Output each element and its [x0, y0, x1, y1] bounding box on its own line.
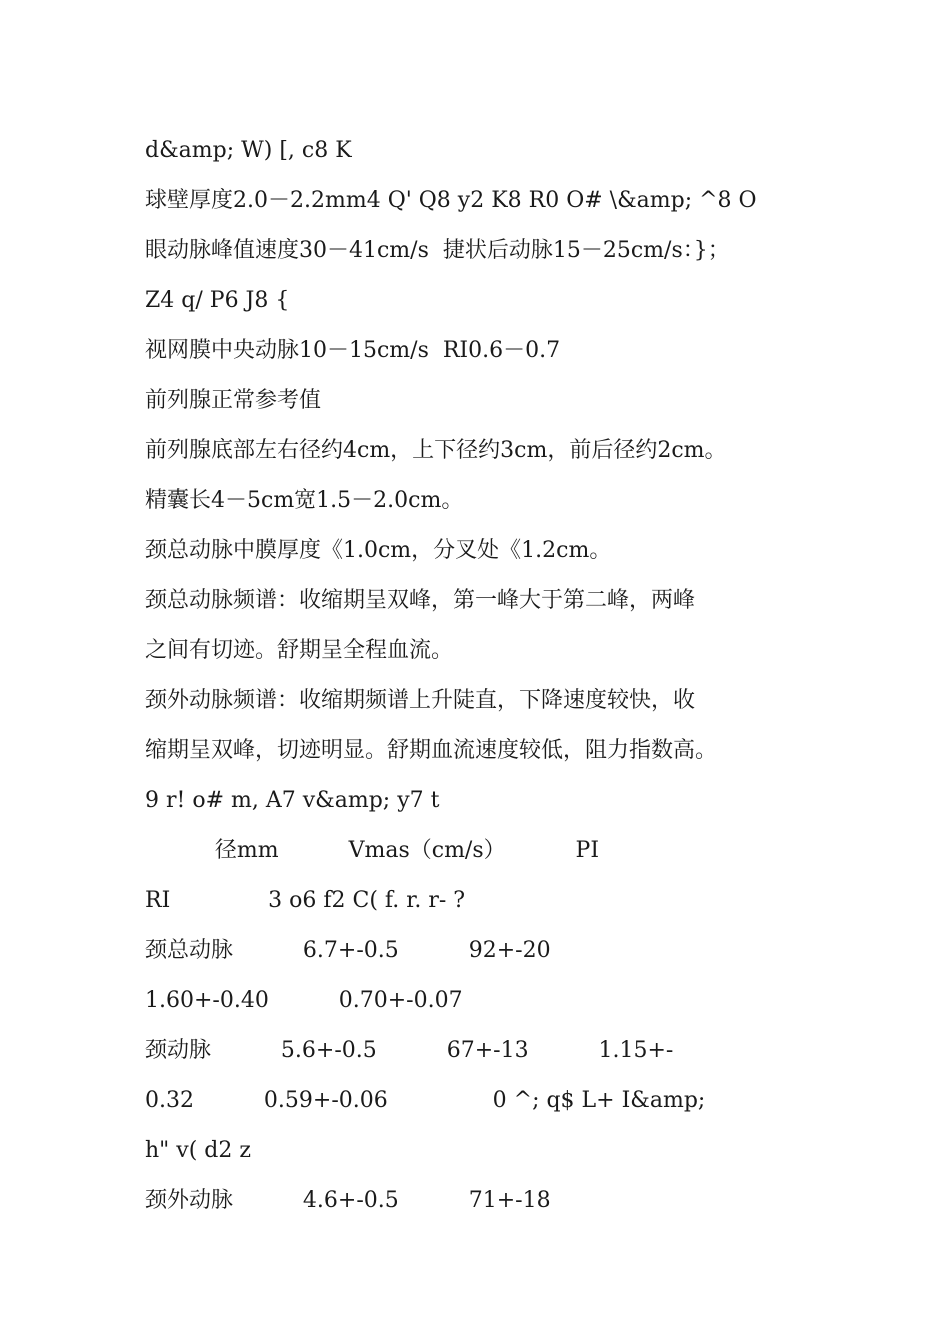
table-row: 颈外动脉 4.6+-0.5 71+-18 — [145, 1188, 551, 1213]
text-line: 球壁厚度2.0－2.2mm4 Q' Q8 y2 K8 R0 O# \&amp; ^8 O — [145, 188, 757, 213]
table-header-line: 径mm Vmas（cm/s） PI — [145, 838, 600, 863]
text-line: 9 r! o# m, A7 v&amp; y7 t — [145, 788, 440, 813]
table-row: 颈动脉 5.6+-0.5 67+-13 1.15+- — [145, 1038, 674, 1063]
text-line: 前列腺底部左右径约4cm，上下径约3cm，前后径约2cm。 — [145, 438, 727, 463]
text-line: 颈外动脉频谱：收缩期频谱上升陡直，下降速度较快，收 — [145, 688, 696, 713]
text-line: 眼动脉峰值速度30－41cm/s 捷状后动脉15－25cm/s：}； — [145, 238, 730, 263]
text-line: d&amp; W) [, c8 K — [145, 138, 352, 163]
text-line: 视网膜中央动脉10－15cm/s RI0.6－0.7 — [145, 338, 561, 363]
table-row: 1.60+-0.40 0.70+-0.07 — [145, 988, 463, 1013]
text-line: 颈总动脉频谱：收缩期呈双峰，第一峰大于第二峰，两峰 — [145, 588, 696, 613]
text-line: h" v( d2 z — [145, 1138, 251, 1163]
table-row: 0.32 0.59+-0.06 0 ^; q$ L+ I&amp; — [145, 1088, 706, 1113]
text-line: 颈总动脉中膜厚度《1.0cm，分叉处《1.2cm。 — [145, 538, 612, 563]
section-heading: 前列腺正常参考值 — [145, 388, 322, 413]
text-line: 精囊长4－5cm宽1.5－2.0cm。 — [145, 488, 464, 513]
table-row: 颈总动脉 6.7+-0.5 92+-20 — [145, 938, 551, 963]
text-line: Z4 q/ P6 J8 { — [145, 288, 290, 313]
table-header-line: RI 3 o6 f2 C( f. r. r- ? — [145, 888, 466, 913]
text-line: 之间有切迹。舒期呈全程血流。 — [145, 638, 454, 663]
text-line: 缩期呈双峰，切迹明显。舒期血流速度较低，阻力指数高。 — [145, 738, 718, 763]
